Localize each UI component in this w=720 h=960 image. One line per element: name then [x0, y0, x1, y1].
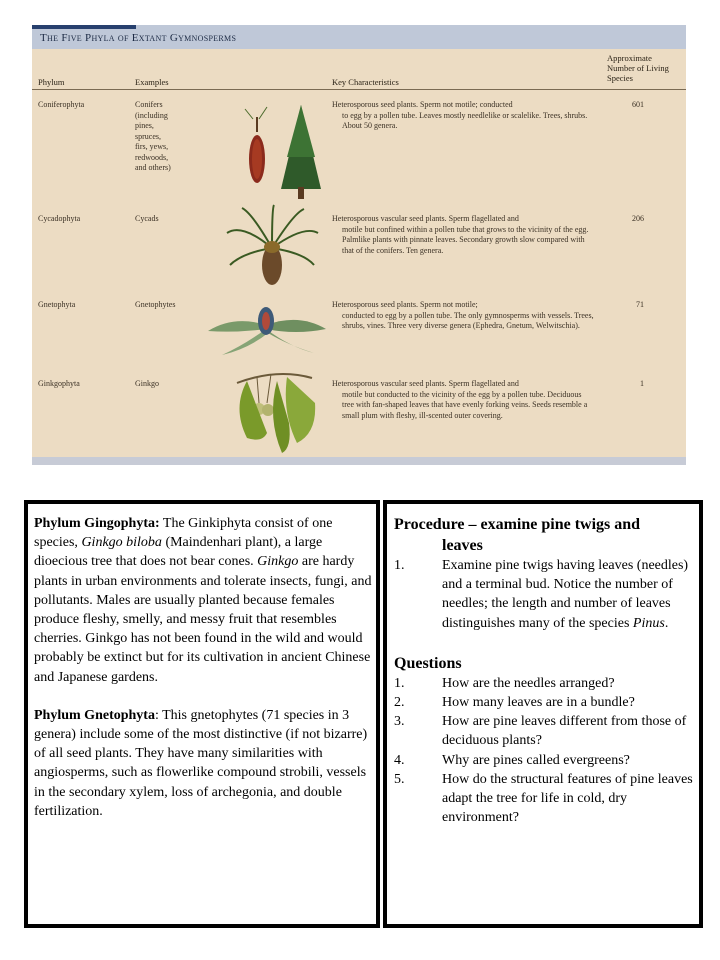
- ginkgo-gnetophyta-notes-box: [24, 500, 380, 928]
- header-phylum: Phylum: [38, 77, 65, 87]
- table-bottom-band: [32, 457, 686, 465]
- question-item: 4. Why are pines called evergreens?: [394, 752, 630, 768]
- row-phylum: Cycadophyta: [38, 214, 81, 223]
- title-accent-bar: [32, 25, 136, 29]
- procedure-questions-box: [383, 500, 703, 928]
- pine-cone-icon: [245, 107, 267, 183]
- row-examples: Ginkgo: [135, 379, 159, 388]
- ginkgo-branch-icon: [237, 374, 315, 453]
- row-species-count: 1: [640, 379, 644, 388]
- row-examples: Gnetophytes: [135, 300, 176, 309]
- header-characteristics: Key Characteristics: [332, 77, 399, 87]
- questions-heading: Questions: [394, 654, 462, 672]
- procedure-steps: [394, 556, 694, 633]
- question-item: 3. How are pine leaves different from those of deciduous plants?: [394, 714, 687, 749]
- row-species-count: 206: [632, 214, 644, 223]
- welwitschia-illustration: [204, 285, 329, 360]
- procedure-step: 1. Examine pine twigs having leaves (needles) and a terminal bud. Notice the number of needles; the length and number of leaves distinguishes many of the species Pinus.: [394, 558, 689, 631]
- conifer-tree-icon: [281, 105, 321, 199]
- questions-list: [394, 674, 694, 828]
- row-description: Heterosporous vascular seed plants. Sperm flagellated and motile but conducted to the vicinity of the egg by a pollen tube. Deciduous tree with fan-shaped leaves that have evenly forking veins. Seeds resemble a small plum with fleshy, ill-scented outer covering.: [332, 379, 588, 420]
- header-species-count: Approximate Number of Living Species: [607, 53, 669, 83]
- header-examples: Examples: [135, 77, 169, 87]
- row-phylum: Ginkgophyta: [38, 379, 80, 388]
- row-description: Heterosporous vascular seed plants. Sperm flagellated and motile but confined within a pollen tube that grows to the vicinity of the egg. Palmlike plants with pinnate leaves. Secondary growth slow compared with that of the conifers. Ten genera.: [332, 214, 589, 255]
- header-rule: [32, 89, 686, 90]
- question-item: 1. How are the needles arranged?: [394, 675, 615, 691]
- row-description: Heterosporous seed plants. Sperm not motile; conducted to egg by a pollen tube. The only gymnosperms with vessels. Trees, shrubs, vines. Three very diverse genera (Ephedra, Gnetum, Welwitschia).: [332, 300, 594, 330]
- ginkgophyta-heading: Phylum Gingophyta:: [34, 516, 160, 531]
- procedure-heading: Procedure – examine pine twigs and leaves: [394, 516, 641, 554]
- row-phylum: Coniferophyta: [38, 100, 85, 109]
- ginkgo-illustration: [227, 363, 322, 463]
- gymnosperm-phyla-table: [32, 25, 686, 465]
- question-item: 2. How many leaves are in a bundle?: [394, 695, 635, 711]
- question-item: 5. How do the structural features of pine leaves adapt the tree for life in cold, dry environment?: [394, 771, 693, 826]
- cycad-illustration: [222, 203, 322, 293]
- table-title: The Five Phyla of Extant Gymnosperms: [40, 32, 237, 44]
- row-examples: Conifers (including pines, spruces, firs, yews, redwoods, and others): [135, 100, 171, 172]
- row-species-count: 601: [632, 100, 644, 109]
- welwitschia-icon: [208, 307, 326, 355]
- ginkgophyta-paragraph: Phylum Gingophyta: The Ginkiphyta consist of one species, Ginkgo biloba (Maindenhari plant), a large dioecious tree that does not bear cones. Ginkgo are hardy plants in urban environments and tolerate insects, fungi, and pollutants. Males are usually planted because females produce fleshy, smelly, and messy fruit that resembles cherries. Ginkgo has not been found in the wild and would probably be extinct but for its cultivation in ancient Chinese and Japanese gardens.: [34, 516, 372, 685]
- row-examples: Cycads: [135, 214, 159, 223]
- procedure-text: [394, 514, 694, 827]
- row-species-count: 71: [636, 300, 644, 309]
- gnetophyta-heading: Phylum Gnetophyta: [34, 707, 155, 723]
- gnetophyta-paragraph: Phylum Gnetophyta: This gnetophytes (71 species in 3 genera) include some of the most distinctive (if not bizarre) of all seed plants. They have many similarities with angiosperms, such as flowerlike compound strobili, vessels in the secondary xylem, loss of archegonia, and double fertilization.: [34, 707, 368, 819]
- conifer-illustration: [237, 97, 332, 202]
- notes-text: [34, 514, 374, 821]
- row-description: Heterosporous seed plants. Sperm not motile; conducted to egg by a pollen tube. Leaves mostly needlelike or scalelike. Trees, shrubs. About 50 genera.: [332, 100, 588, 130]
- row-phylum: Gnetophyta: [38, 300, 76, 309]
